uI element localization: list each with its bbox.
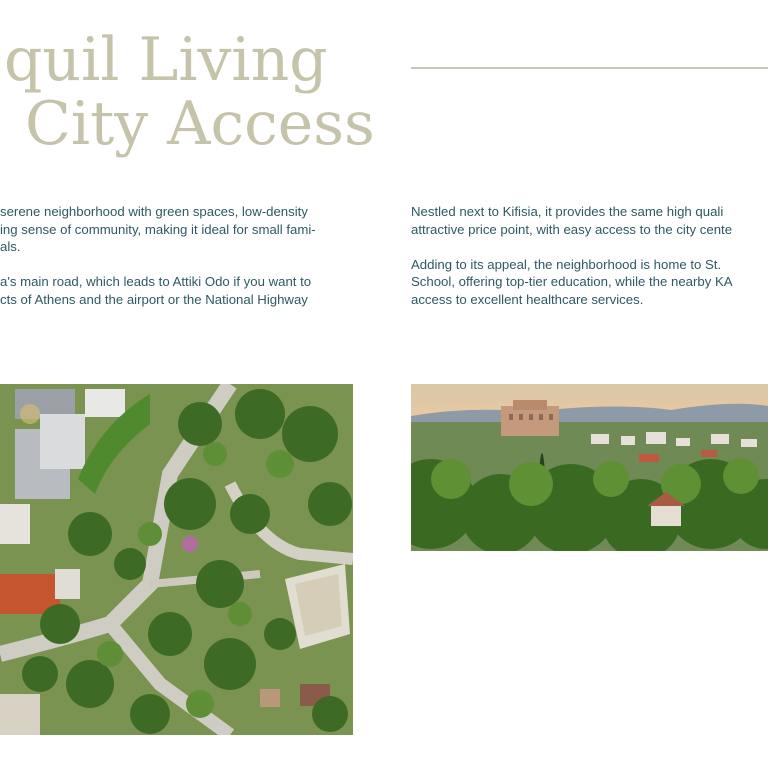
right-paragraph-2 <box>411 256 768 309</box>
right-paragraph-1 <box>411 203 768 238</box>
left-p1-line-3: als. <box>0 239 21 255</box>
divider-rule <box>411 67 768 69</box>
right-p2-line-1: Adding to its appeal, the neighborhood is home to St. <box>411 256 722 272</box>
left-p1-line-1: serene neighborhood with green spaces, low-density <box>0 204 308 219</box>
right-p1-line-1: Nestled next to Kifisia, it provides the same high quali <box>411 204 724 219</box>
right-p1-line-2: attractive price point, with easy access to the city cente <box>411 221 733 237</box>
left-p2-line-2: cts of Athens and the airport or the National Highway <box>0 291 308 307</box>
aerial-neighborhood-photo <box>0 384 353 735</box>
town-skyline-photo <box>411 384 768 551</box>
headline-line-2: City Access <box>25 89 375 159</box>
left-text-column <box>0 203 353 309</box>
right-p2-line-3: access to excellent healthcare services. <box>411 291 644 307</box>
left-paragraph-2 <box>0 273 353 308</box>
left-p1-line-2: ing sense of community, making it ideal for small fami- <box>0 221 316 237</box>
left-paragraph-1 <box>0 203 353 256</box>
right-text-column <box>411 203 768 309</box>
right-p2-line-2: School, offering top-tier education, while the nearby KA <box>411 274 733 290</box>
left-p2-line-1: a's main road, which leads to Attiki Odo if you want to <box>0 274 312 290</box>
headline-line-1: quil Living <box>4 25 328 95</box>
